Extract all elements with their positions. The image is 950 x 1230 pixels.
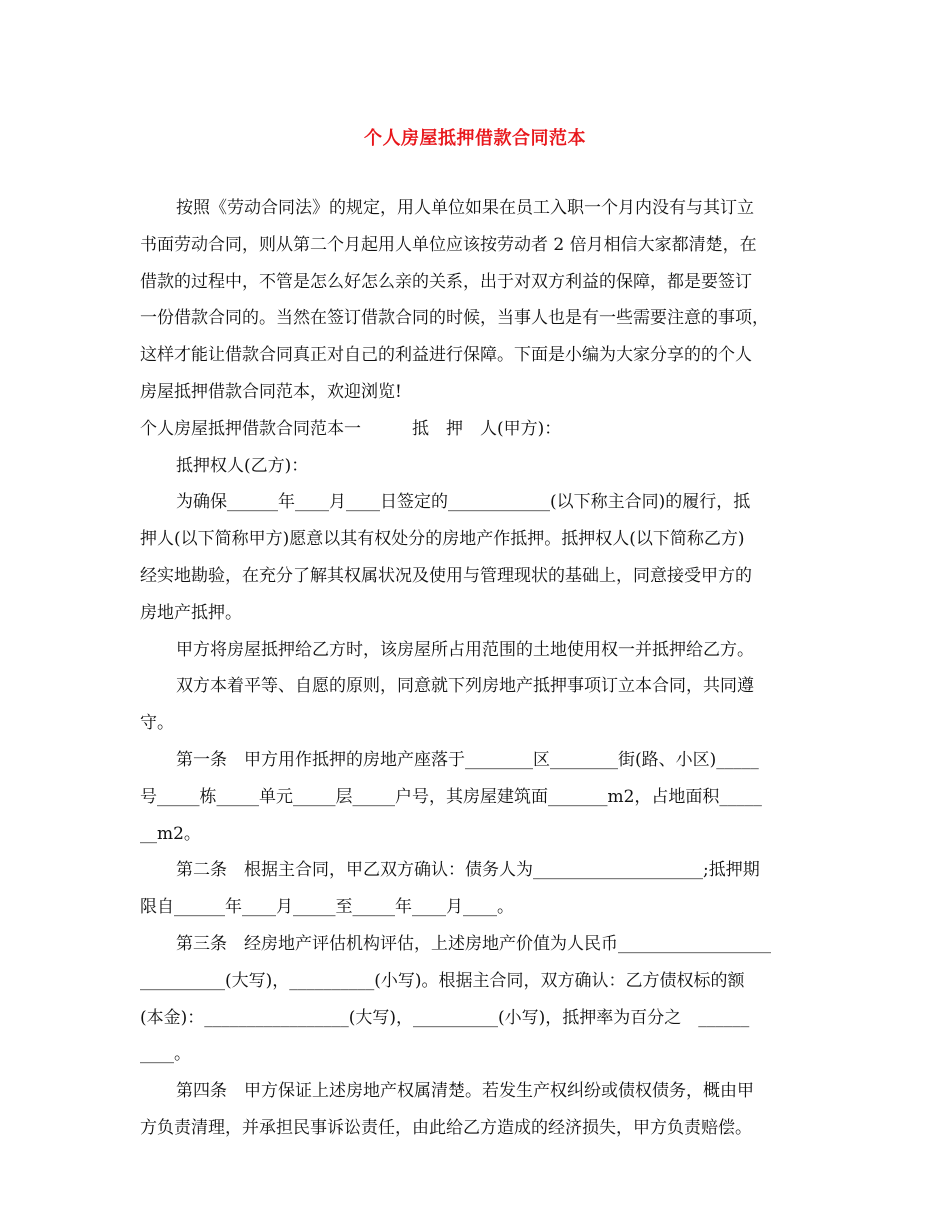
- text-line: __________(大写)，__________(小写)。根据主合同，双方确认：乙方债权标的额: [140, 970, 745, 991]
- text-line: 第四条 甲方保证上述房地产权属清楚。若发生产权纠纷或债权债务，概由甲: [176, 1081, 754, 1102]
- text-line: 房地产抵押。: [140, 602, 242, 623]
- text-line: 第三条 经房地产评估机构评估，上述房地产价值为人民币__________________: [176, 933, 771, 954]
- document-title: 个人房屋抵押借款合同范本: [364, 128, 586, 149]
- text-line: 限自______年____月_____至_____年____月____。: [140, 897, 514, 918]
- document-body: [140, 190, 815, 1147]
- text-line: 号_____栋_____单元_____层_____户号，其房屋建筑面_______m2，占地面积_____: [140, 786, 762, 807]
- text-line: 第二条 根据主合同，甲乙双方确认：债务人为____________________;抵押期: [176, 860, 760, 881]
- text-line: 一份借款合同的。当然在签订借款合同的时候，当事人也是有一些需要注意的事项，: [140, 308, 769, 329]
- text-line: 押人(以下简称甲方)愿意以其有权处分的房地产作抵押。抵押权人(以下简称乙方): [140, 529, 745, 550]
- text-line: 这样才能让借款合同真正对自己的利益进行保障。下面是小编为大家分享的的个人: [140, 345, 752, 366]
- text-line: 方负责清理，并承担民事诉讼责任，由此给乙方造成的经济损失，甲方负责赔偿。: [140, 1117, 752, 1138]
- text-line: 房屋抵押借款合同范本，欢迎浏览!: [140, 381, 402, 402]
- text-line: 第一条 甲方用作抵押的房地产座落于________区________街(路、小区)_____: [176, 749, 759, 770]
- text-line: 守。: [140, 713, 174, 734]
- text-line: 按照《劳动合同法》的规定，用人单位如果在员工入职一个月内没有与其订立: [176, 198, 754, 218]
- text-line: 经实地勘验，在充分了解其权属状况及使用与管理现状的基础上，同意接受甲方的: [140, 565, 752, 586]
- text-line: ____。: [140, 1044, 191, 1065]
- text-line: 借款的过程中，不管是怎么好怎么亲的关系，出于对双方利益的保障，都是要签订: [140, 271, 752, 292]
- text-line: 书面劳动合同，则从第二个月起用人单位应该按劳动者 2 倍月相信大家都清楚，在: [140, 234, 757, 255]
- text-line: __m2。: [140, 823, 201, 844]
- text-line: 个人房屋抵押借款合同范本一 抵 押 人(甲方)：: [140, 418, 562, 439]
- text-line: 双方本着平等、自愿的原则，同意就下列房地产抵押事项订立本合同，共同遵: [176, 676, 754, 697]
- text-line: 为确保______年____月____日签定的____________(以下称主合同)的履行，抵: [176, 492, 751, 513]
- text-line: 甲方将房屋抵押给乙方时，该房屋所占用范围的土地使用权一并抵押给乙方。: [176, 639, 754, 660]
- text-line: (本金)：_________________(大写)，__________(小写)，抵押率为百分之 ______: [140, 1007, 750, 1028]
- text-line: 抵押权人(乙方)：: [176, 455, 309, 476]
